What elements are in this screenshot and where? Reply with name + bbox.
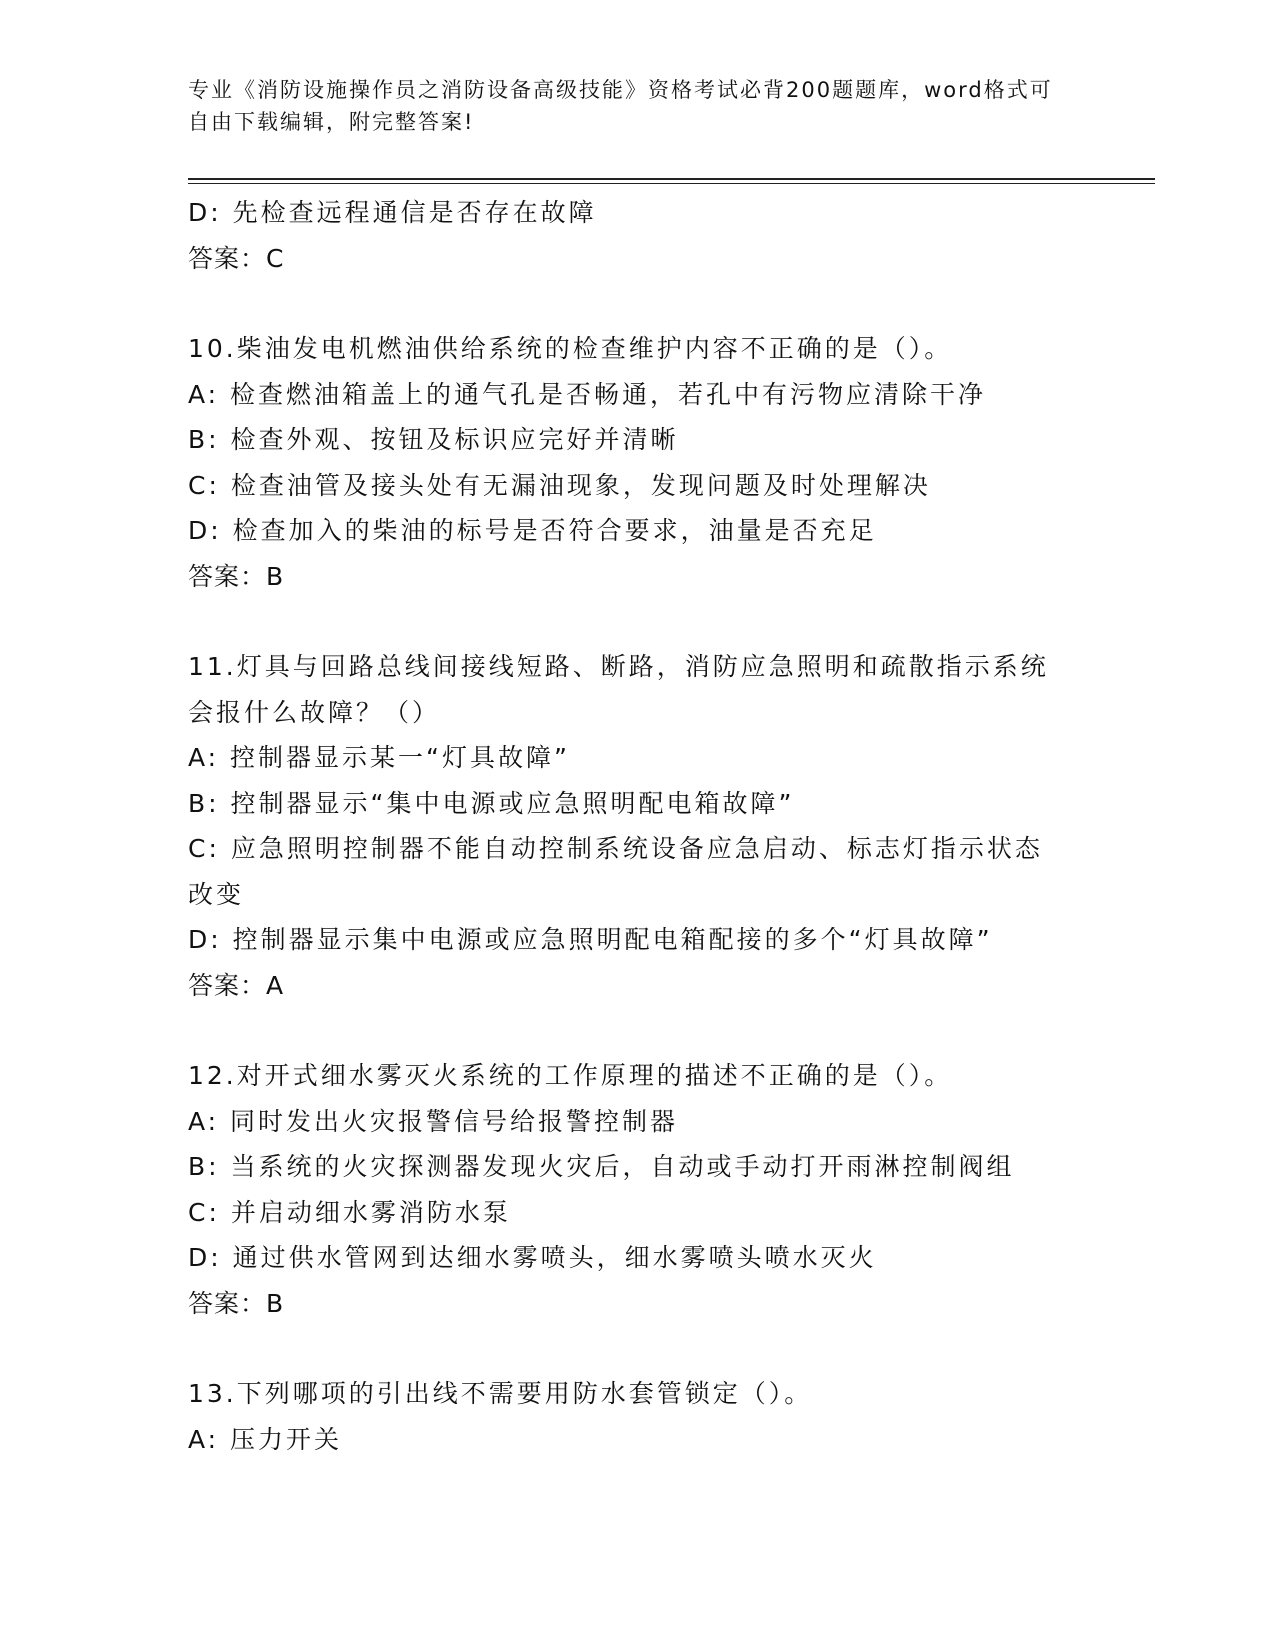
option-a: A: 控制器显示某一“灯具故障” <box>188 743 570 772</box>
answer-line: 答案：B <box>188 1288 285 1318</box>
option-b: B: 检查外观、按钮及标识应完好并清晰 <box>188 425 679 454</box>
option-b: B: 控制器显示“集中电源或应急照明配电箱故障” <box>188 788 795 818</box>
question-stem-line2: 会报什么故障？（） <box>188 697 441 727</box>
option-d: D: 控制器显示集中电源或应急照明配电箱配接的多个“灯具故障” <box>188 925 993 954</box>
answer-line: 答案：A <box>188 970 285 1000</box>
option-d: D: 通过供水管网到达细水雾喷头，细水雾喷头喷水灭火 <box>188 1243 877 1272</box>
option-a: A: 检查燃油箱盖上的通气孔是否畅通，若孔中有污物应清除干净 <box>188 379 987 409</box>
question-stem: 12.对开式细水雾灭火系统的工作原理的描述不正确的是（）。 <box>188 1061 953 1090</box>
option-a: A: 同时发出火灾报警信号给报警控制器 <box>188 1106 679 1136</box>
option-a: A: 压力开关 <box>188 1424 343 1454</box>
option-d: D: 先检查远程通信是否存在故障 <box>188 198 597 227</box>
option-c: C: 检查油管及接头处有无漏油现象，发现问题及时处理解决 <box>188 470 931 500</box>
option-c-continued: 改变 <box>188 879 245 909</box>
answer-line: 答案：C <box>188 243 285 273</box>
question-13 <box>188 1371 1088 1462</box>
question-10 <box>188 326 1088 599</box>
question-content <box>188 190 1088 1462</box>
option-b: B: 当系统的火灾探测器发现火灾后，自动或手动打开雨淋控制阀组 <box>188 1152 1015 1181</box>
option-c: C: 应急照明控制器不能自动控制系统设备应急启动、标志灯指示状态 <box>188 834 1043 863</box>
question-12 <box>188 1053 1088 1326</box>
question-stem-line1: 11.灯具与回路总线间接线短路、断路，消防应急照明和疏散指示系统 <box>188 652 1049 681</box>
question-stem: 13.下列哪项的引出线不需要用防水套管锁定（）。 <box>188 1379 813 1408</box>
header-rule-thick <box>188 178 1155 180</box>
header-rule-thin <box>188 183 1155 184</box>
document-header: 专业《消防设施操作员之消防设备高级技能》资格考试必背200题题库，word格式可自由下载编辑，附完整答案! <box>188 78 1053 134</box>
question-11 <box>188 644 1088 1008</box>
question-stem: 10.柴油发电机燃油供给系统的检查维护内容不正确的是（）。 <box>188 334 953 363</box>
option-c: C: 并启动细水雾消防水泵 <box>188 1197 511 1227</box>
option-d: D: 检查加入的柴油的标号是否符合要求，油量是否充足 <box>188 516 877 545</box>
answer-line: 答案：B <box>188 561 285 591</box>
